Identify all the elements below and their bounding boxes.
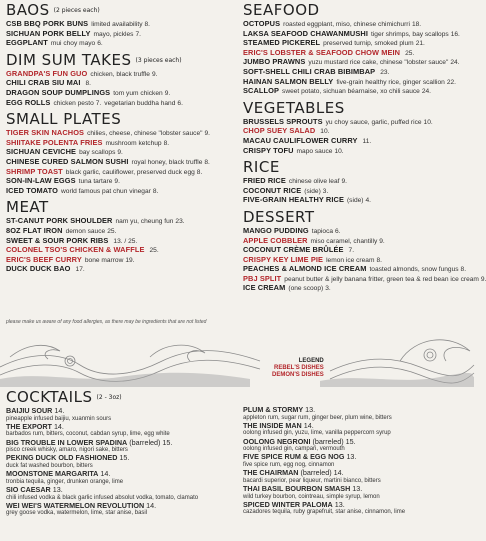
meat-title: MEAT	[6, 198, 49, 217]
cocktails-title: COCKTAILS	[6, 388, 93, 406]
menu-item: OCTOPUS roasted eggplant, miso, chinese chimichurri 18.	[243, 19, 422, 28]
baos-title: BAOS	[6, 1, 50, 19]
menu-item: CRISPY KEY LIME PIE lemon ice cream 8.	[243, 254, 382, 264]
menu-item: MANGO PUDDING tapioca 6.	[243, 225, 341, 235]
legend-title: LEGEND	[298, 358, 324, 364]
cocktail-item: THE INSIDE MAN 14. oolong infused gin, yuzu, lime, vanilla peppercorn syrup	[243, 420, 391, 437]
menu-item: GRANDPA'S FUN GUO chicken, black truffle 9.	[6, 68, 158, 78]
menu-item: BRUSSELS SPROUTS yu choy sauce, garlic, puffed rice 10.	[243, 116, 433, 126]
rice-title: RICE	[243, 158, 280, 177]
vegetables-section	[243, 98, 465, 156]
menu-item: SCALLOP sweet potato, sichuan béarnaise, xo chili sauce 24.	[243, 86, 432, 96]
menu-item: ICE CREAM (one scoop) 3.	[243, 283, 331, 293]
cocktail-item: PEKING DUCK OLD FASHIONED 15. duck fat washed bourbon, bitters	[6, 453, 130, 469]
baos-section	[6, 3, 228, 49]
menu-item: SON-IN-LAW EGGS tuna tartare 9.	[6, 176, 120, 186]
cocktail-item: OOLONG NEGRONI (barreled) 15. oolong infused gin, campari, vermouth	[243, 436, 356, 453]
menu-item: COLONEL TSO'S CHICKEN & WAFFLE 25.	[6, 245, 159, 255]
small-plates-section	[6, 112, 228, 196]
menu-item: CHOP SUEY SALAD 10.	[243, 126, 330, 136]
cocktails-right-column	[243, 406, 469, 517]
menu-item: MACAU CAULIFLOWER CURRY 11.	[243, 135, 372, 145]
cocktail-item: THE CHAIRMAN (barreled) 14. bacardi superior, pear liqueur, martini bianco, bitters	[243, 468, 381, 484]
cocktail-item: WEI WEI'S WATERMELON REVOLUTION 14. grey goose vodka, watermelon, lime, star anise, basil	[6, 500, 157, 517]
menu-item: APPLE COBBLER miso caramel, chantilly 9.	[243, 235, 385, 245]
legend	[272, 358, 324, 379]
menu-item: PEACHES & ALMOND ICE CREAM toasted almonds, snow fungus 8.	[243, 264, 467, 274]
menu-item: CHINESE CURED SALMON SUSHI royal honey, black truffle 8.	[6, 156, 210, 166]
menu-left-column	[6, 2, 228, 279]
cocktail-item: BIG TROUBLE IN LOWER SPADINA (barreled) 15. pisco creek whisky, amaro, nigori sake, bitters	[6, 437, 173, 454]
rice-section	[243, 160, 465, 206]
cocktail-item: THAI BASIL BOURBON SMASH 13. wild turkey bourbon, cointreau, simple syrup, lemon	[243, 483, 380, 500]
dessert-section	[243, 207, 486, 294]
allergy-note: please make us aware of any food allergies, as there may be ingredients that are not listed	[6, 319, 207, 325]
menu-item: ERIC'S BEEF CURRY bone marrow 19.	[6, 254, 135, 264]
menu-item: LAKSA SEAFOOD CHAWANMUSHI tiger shrimps, bay scallops 16.	[243, 28, 460, 38]
menu-item: COCONUT RICE (side) 3.	[243, 185, 329, 195]
menu-right-column	[243, 1, 486, 298]
cocktail-item: SPICED WINTER PALOMA 13. cazadores tequila, ruby grapefruit, star anise, cinnamon, lime	[243, 499, 406, 516]
menu-item: EGGPLANT mui choy mayo 6.	[6, 38, 103, 48]
seafood-section	[243, 3, 465, 97]
cocktail-item: SIO CAESAR 13. chili infused vodka & black garlic infused absolut vodka, tomato, clamato	[6, 484, 199, 501]
cocktail-item: BAIJIU SOUR 14. pineapple infused baijiu, xuanmin sours	[6, 406, 112, 422]
dimsum-title: DIM SUM TAKES	[6, 50, 132, 69]
menu-item: STEAMED PICKEREL preserved turnip, smoked plum 21.	[243, 38, 425, 48]
seafood-title: SEAFOOD	[243, 1, 320, 19]
menu-item: CRISPY TOFU mapo sauce 10.	[243, 145, 344, 155]
meat-section	[6, 200, 228, 275]
cocktail-item: MOONSTONE MARGARITA 14. tronbia tequila, ginger, drunken orange, lime	[6, 469, 124, 485]
menu-item: ERIC'S LOBSTER & SEAFOOD CHOW MEIN 25.	[243, 47, 415, 57]
menu-item: SICHUAN PORK BELLY mayo, pickles 7.	[6, 28, 141, 38]
legend-rebels: REBEL'S DISHES	[274, 365, 324, 371]
cocktails-note: (2 - 3oz)	[96, 394, 122, 401]
cocktails-left-column	[6, 389, 232, 518]
legend-demons: DEMON'S DISHES	[272, 372, 324, 378]
menu-item: SHIITAKE POLENTA FRIES mushroom ketchup 8.	[6, 137, 170, 147]
menu-item: FRIED RICE chinese olive leaf 9.	[243, 176, 347, 186]
cocktail-item: PLUM & STORMY 13. appleton rum, sugar rum, ginger beer, plum wine, bitters	[243, 405, 392, 421]
small-plates-title: SMALL PLATES	[6, 110, 122, 129]
menu-item: DRAGON SOUP DUMPLINGS tom yum chicken 9.	[6, 87, 171, 97]
menu-item: SHRIMP TOAST black garlic, cauliflower, preserved duck egg 8.	[6, 166, 203, 176]
menu-item: ST-CANUT PORK SHOULDER nam yu, cheung fun 23.	[6, 216, 185, 226]
menu-item: COCONUT CRÈME BRÛLÉE 7.	[243, 245, 355, 255]
menu-item: DUCK DUCK BAO 17.	[6, 264, 85, 274]
menu-item: FIVE-GRAIN HEALTHY RICE (side) 4.	[243, 195, 371, 205]
menu-item: SWEET & SOUR PORK RIBS 13. / 25.	[6, 235, 138, 245]
dessert-title: DESSERT	[243, 207, 315, 226]
menu-item: SICHUAN CEVICHE bay scallops 9.	[6, 147, 123, 157]
menu-item: EGG ROLLS chicken pesto 7. vegetarian buddha hand 6.	[6, 97, 183, 107]
dimsum-section	[6, 50, 228, 108]
vegetables-title: VEGETABLES	[243, 98, 345, 117]
menu-item: JUMBO PRAWNS yuzu mustard rice cake, chinese "lobster sauce" 24.	[243, 57, 460, 67]
menu-item: HAINAN SALMON BELLY five-grain healthy rice, ginger scallion 22.	[243, 76, 456, 86]
wave-illustration	[0, 327, 474, 387]
cocktail-item: THE EXPORT 14. barbados rum, bitters, coconut, cabdan syrup, lime, egg white	[6, 421, 170, 438]
menu-item: CSB BBQ PORK BUNS limited availability 8.	[6, 19, 150, 28]
menu-item: 8OZ FLAT IRON demon sauce 25.	[6, 225, 117, 235]
dimsum-note: (3 pieces each)	[135, 56, 182, 64]
menu-item: ICED TOMATO world famous pat chun vinegar 8.	[6, 185, 159, 195]
menu-item: SOFT-SHELL CHILI CRAB BIBIMBAP 23.	[243, 66, 390, 76]
menu-item: PBJ SPLIT peanut butter & jelly banana fritter, green tea & red bean ice cream 9.	[243, 273, 486, 283]
baos-note: (2 pieces each)	[53, 7, 100, 14]
menu-item: CHILI CRAB SIU MAI 8.	[6, 78, 91, 88]
cocktail-item: FIVE SPICE RUM & EGG NOG 13. five spice rum, egg nog, cinnamon	[243, 452, 357, 468]
menu-item: TIGER SKIN NACHOS chilies, cheese, chinese "lobster sauce" 9.	[6, 128, 210, 138]
